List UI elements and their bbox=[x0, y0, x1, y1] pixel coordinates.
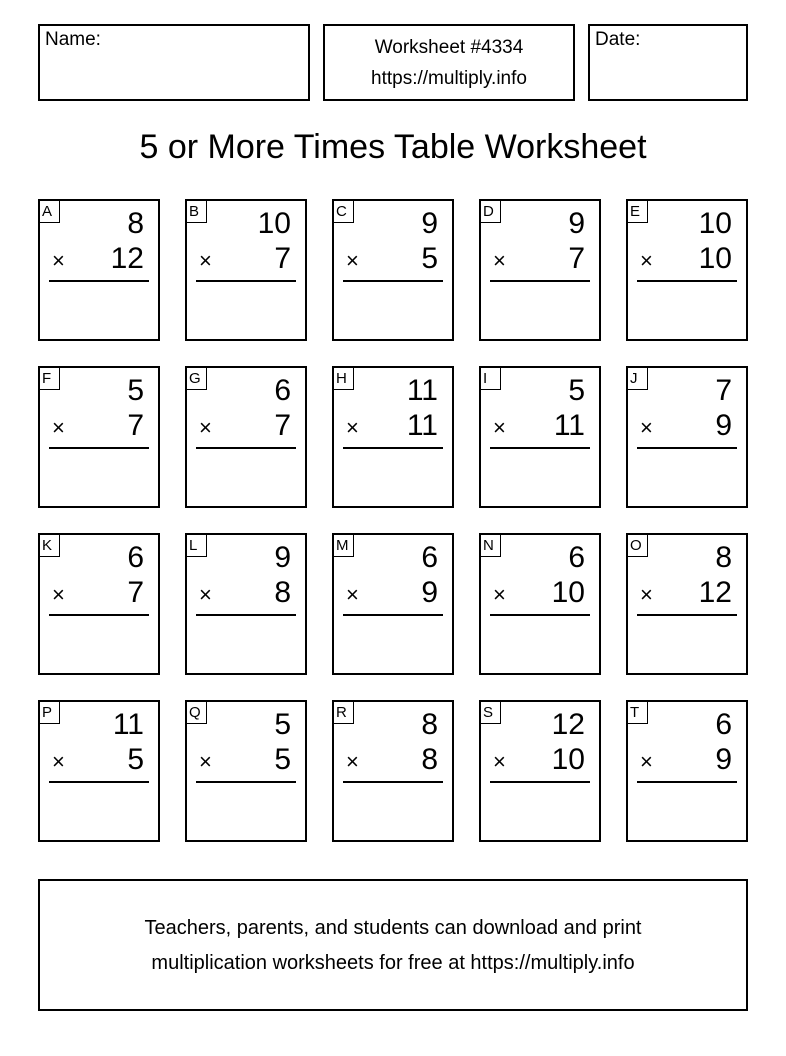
problem-letter-label: D bbox=[481, 201, 501, 223]
times-sign: × bbox=[52, 248, 65, 273]
answer-line bbox=[490, 447, 590, 449]
multiplicand: 9 bbox=[274, 541, 291, 574]
multiplier: 5 bbox=[421, 242, 438, 275]
multiplier: 12 bbox=[110, 242, 144, 275]
answer-line bbox=[343, 781, 443, 783]
times-sign: × bbox=[640, 248, 653, 273]
answer-line bbox=[196, 781, 296, 783]
times-sign: × bbox=[199, 415, 212, 440]
times-sign: × bbox=[52, 582, 65, 607]
problem-letter-label: Q bbox=[187, 702, 207, 724]
problem-card[interactable] bbox=[479, 533, 601, 675]
problem-card[interactable] bbox=[185, 700, 307, 842]
problem-card[interactable] bbox=[479, 366, 601, 508]
multiplicand: 10 bbox=[698, 207, 732, 240]
problem-card[interactable] bbox=[185, 199, 307, 341]
worksheet-number: Worksheet #4334 bbox=[374, 37, 524, 58]
problem-letter-label: H bbox=[334, 368, 354, 390]
multiplier: 5 bbox=[127, 743, 144, 776]
answer-line bbox=[637, 447, 737, 449]
multiplier: 10 bbox=[551, 743, 585, 776]
answer-line bbox=[637, 280, 737, 282]
problem-card[interactable] bbox=[626, 533, 748, 675]
times-sign: × bbox=[493, 749, 506, 774]
times-sign: × bbox=[346, 415, 359, 440]
multiplier: 7 bbox=[127, 576, 144, 609]
multiplier: 10 bbox=[551, 576, 585, 609]
problem-letter-label: F bbox=[40, 368, 60, 390]
problem-card[interactable] bbox=[626, 366, 748, 508]
multiplier: 7 bbox=[568, 242, 585, 275]
problem-card[interactable] bbox=[479, 199, 601, 341]
times-sign: × bbox=[493, 248, 506, 273]
problem-letter-label: J bbox=[628, 368, 648, 390]
date-field-box[interactable] bbox=[588, 24, 748, 101]
multiplier: 7 bbox=[274, 409, 291, 442]
answer-line bbox=[196, 280, 296, 282]
multiplicand: 7 bbox=[715, 374, 732, 407]
times-sign: × bbox=[493, 415, 506, 440]
footer-text-line-2: multiplication worksheets for free at https://multiply.info bbox=[151, 952, 635, 974]
problem-card[interactable] bbox=[185, 366, 307, 508]
problem-letter-label: I bbox=[481, 368, 501, 390]
times-sign: × bbox=[199, 582, 212, 607]
multiplier: 11 bbox=[406, 409, 438, 442]
answer-line bbox=[490, 280, 590, 282]
problem-card[interactable] bbox=[626, 199, 748, 341]
multiplier: 9 bbox=[715, 743, 732, 776]
multiplicand: 6 bbox=[274, 374, 291, 407]
problem-card[interactable] bbox=[332, 533, 454, 675]
problem-card[interactable] bbox=[626, 700, 748, 842]
problem-card[interactable] bbox=[332, 199, 454, 341]
times-sign: × bbox=[640, 415, 653, 440]
problem-letter-label: N bbox=[481, 535, 501, 557]
problem-card[interactable] bbox=[38, 199, 160, 341]
multiplicand: 6 bbox=[568, 541, 585, 574]
answer-line bbox=[637, 781, 737, 783]
times-sign: × bbox=[346, 248, 359, 273]
multiplicand: 12 bbox=[551, 708, 585, 741]
problem-letter-label: A bbox=[40, 201, 60, 223]
problem-letter-label: P bbox=[40, 702, 60, 724]
site-url: https://multiply.info bbox=[371, 68, 527, 89]
answer-line bbox=[196, 614, 296, 616]
problem-letter-label: R bbox=[334, 702, 354, 724]
times-sign: × bbox=[52, 749, 65, 774]
problem-letter-label: K bbox=[40, 535, 60, 557]
answer-line bbox=[637, 614, 737, 616]
answer-line bbox=[49, 447, 149, 449]
times-sign: × bbox=[199, 248, 212, 273]
times-sign: × bbox=[640, 749, 653, 774]
problem-card[interactable] bbox=[38, 533, 160, 675]
footer-box bbox=[38, 879, 748, 1011]
multiplicand: 8 bbox=[127, 207, 144, 240]
multiplier: 9 bbox=[421, 576, 438, 609]
footer-text-line-1: Teachers, parents, and students can download and print bbox=[144, 917, 642, 939]
answer-line bbox=[49, 781, 149, 783]
problem-letter-label: C bbox=[334, 201, 354, 223]
multiplicand: 11 bbox=[112, 708, 144, 741]
problem-letter-label: O bbox=[628, 535, 648, 557]
multiplicand: 5 bbox=[274, 708, 291, 741]
multiplicand: 10 bbox=[257, 207, 291, 240]
multiplicand: 6 bbox=[421, 541, 438, 574]
multiplier: 8 bbox=[421, 743, 438, 776]
times-sign: × bbox=[346, 749, 359, 774]
problem-card[interactable] bbox=[38, 366, 160, 508]
worksheet-info-box bbox=[323, 24, 575, 101]
problem-card[interactable] bbox=[332, 700, 454, 842]
multiplicand: 9 bbox=[421, 207, 438, 240]
multiplier: 7 bbox=[274, 242, 291, 275]
problem-card[interactable] bbox=[479, 700, 601, 842]
multiplicand: 5 bbox=[127, 374, 144, 407]
answer-line bbox=[343, 614, 443, 616]
times-sign: × bbox=[493, 582, 506, 607]
multiplicand: 11 bbox=[406, 374, 438, 407]
multiplier: 9 bbox=[715, 409, 732, 442]
problem-letter-label: T bbox=[628, 702, 648, 724]
problem-letter-label: M bbox=[334, 535, 354, 557]
multiplier: 12 bbox=[698, 576, 732, 609]
multiplicand: 8 bbox=[715, 541, 732, 574]
multiplier: 11 bbox=[553, 409, 585, 442]
multiplier: 8 bbox=[274, 576, 291, 609]
problem-letter-label: B bbox=[187, 201, 207, 223]
multiplier: 7 bbox=[127, 409, 144, 442]
answer-line bbox=[490, 614, 590, 616]
times-sign: × bbox=[346, 582, 359, 607]
problem-letter-label: E bbox=[628, 201, 648, 223]
multiplicand: 9 bbox=[568, 207, 585, 240]
answer-line bbox=[49, 614, 149, 616]
multiplicand: 6 bbox=[715, 708, 732, 741]
times-sign: × bbox=[640, 582, 653, 607]
problem-card[interactable] bbox=[38, 700, 160, 842]
date-label: Date: bbox=[595, 29, 641, 50]
answer-line bbox=[343, 280, 443, 282]
answer-line bbox=[490, 781, 590, 783]
multiplier: 5 bbox=[274, 743, 291, 776]
problem-card[interactable] bbox=[332, 366, 454, 508]
multiplier: 10 bbox=[698, 242, 732, 275]
page-title: 5 or More Times Table Worksheet bbox=[139, 128, 647, 166]
answer-line bbox=[196, 447, 296, 449]
problem-letter-label: S bbox=[481, 702, 501, 724]
multiplicand: 8 bbox=[421, 708, 438, 741]
answer-line bbox=[343, 447, 443, 449]
problem-letter-label: G bbox=[187, 368, 207, 390]
multiplicand: 6 bbox=[127, 541, 144, 574]
times-sign: × bbox=[199, 749, 212, 774]
times-sign: × bbox=[52, 415, 65, 440]
problem-letter-label: L bbox=[187, 535, 207, 557]
answer-line bbox=[49, 280, 149, 282]
name-field-box[interactable] bbox=[38, 24, 310, 101]
name-label: Name: bbox=[45, 29, 101, 50]
multiplicand: 5 bbox=[568, 374, 585, 407]
problem-card[interactable] bbox=[185, 533, 307, 675]
